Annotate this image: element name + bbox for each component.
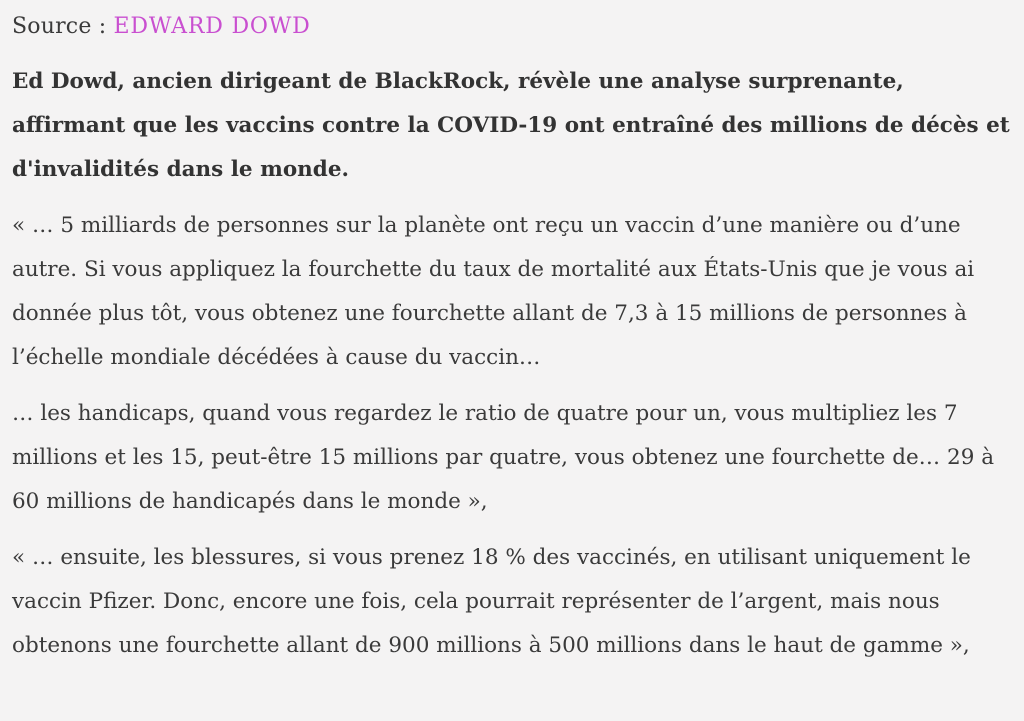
quote-paragraph-3: « … ensuite, les blessures, si vous prenez 18 % des vaccinés, en utilisant uniquement le vaccin Pfizer. Donc, encore une fois, cela pourrait représenter de l’argent, mais nous obtenons une fourchette allant de 900 millions à 500 millions dans le haut de gamme », [12, 545, 971, 658]
lead-paragraph: Ed Dowd, ancien dirigeant de BlackRock, révèle une analyse surprenante, affirmant que les vaccins contre la COVID-19 ont entraîné des millions de décès et d'invalidités dans le monde. [12, 69, 1010, 182]
quote-paragraph-1: « … 5 milliards de personnes sur la planète ont reçu un vaccin d’une manière ou d’une autre. Si vous appliquez la fourchette du taux de mortalité aux États-Unis que je vous ai donnée plus tôt, vous obtenez une fourchette allant de 7,3 à 15 millions de personnes à l’échelle mondiale décédées à cause du vaccin… [12, 213, 975, 370]
quote-paragraph-2: … les handicaps, quand vous regardez le ratio de quatre pour un, vous multipliez les 7 millions et les 15, peut-être 15 millions par quatre, vous obtenez une fourchette de… 29 à 60 millions de handicapés dans le monde », [12, 401, 995, 514]
source-link[interactable]: EDWARD DOWD [113, 14, 311, 39]
source-line [12, 8, 1020, 46]
source-label: Source : [12, 14, 114, 39]
